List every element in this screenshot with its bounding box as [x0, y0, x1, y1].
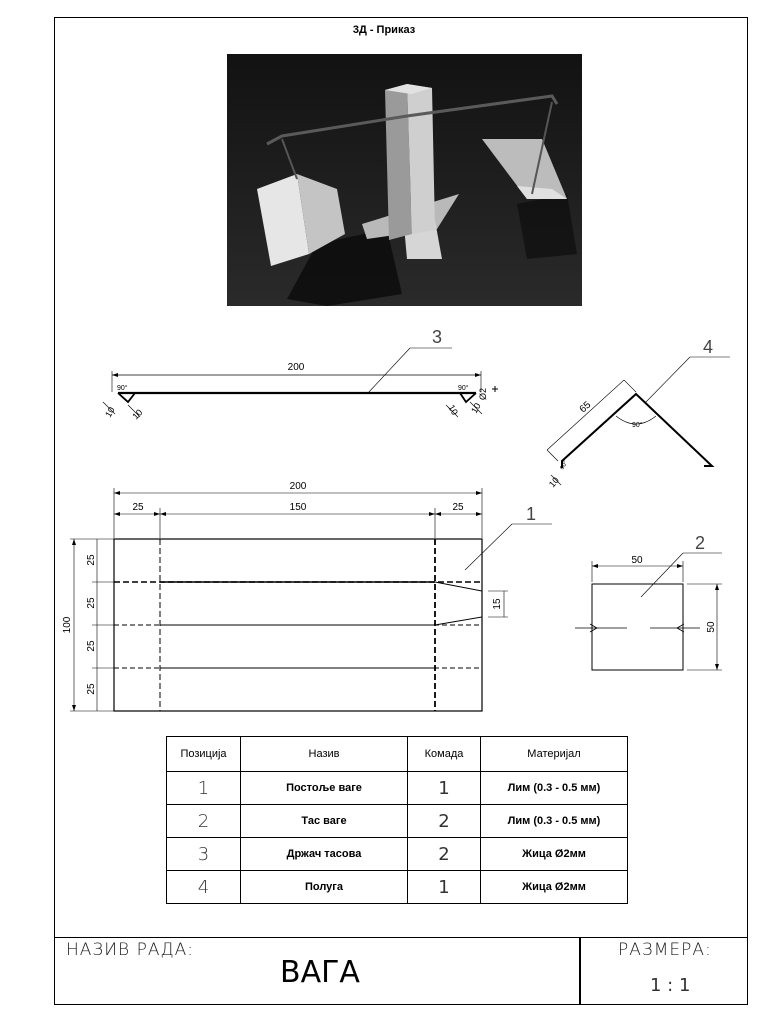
holder-position-number: 4 [703, 337, 714, 357]
cell-name: Држач тасова [241, 838, 408, 871]
cell-name: Полуга [241, 871, 408, 904]
page-title: 3Д - Приказ [352, 24, 416, 36]
cell-position: 4 [167, 871, 241, 904]
lever-leg-dim-left2: 10 [130, 407, 145, 422]
cell-material: Лим (0.3 - 0.5 мм) [481, 772, 628, 805]
parts-table [166, 736, 628, 904]
lever-angle-right: 90° [458, 385, 469, 392]
title-block-divider [579, 937, 581, 1005]
stand-row3-dim: 25 [86, 640, 97, 652]
lever-angle-left: 90° [117, 385, 128, 392]
stand-left-dim: 25 [132, 502, 144, 513]
lever-length-dim: 200 [287, 362, 305, 373]
lever-leg-dim-right: 10 [446, 403, 460, 417]
stand-width-dim: 200 [289, 481, 307, 492]
header-position: Позиција [167, 737, 241, 772]
cell-quantity: 2 [408, 805, 481, 838]
cell-quantity: 2 [408, 838, 481, 871]
stand-middle-dim: 150 [289, 502, 307, 513]
stand-row1-dim: 25 [86, 554, 97, 566]
table-header-row [167, 737, 628, 772]
work-name-label: НАЗИВ РАДА: [66, 940, 195, 960]
lever-leg-dim-right2: 10 [469, 401, 483, 415]
holder-leg-dim: 10 [546, 475, 561, 490]
holder-side-dim: 65 [577, 399, 594, 416]
lever-wire-dim: Ø2 [478, 387, 488, 400]
header-name: Назив [241, 737, 408, 772]
cell-position: 2 [167, 805, 241, 838]
scale-value: 1 : 1 [650, 975, 691, 996]
header-quantity: Комада [408, 737, 481, 772]
cell-quantity: 1 [408, 871, 481, 904]
table-row [167, 805, 628, 838]
pan-position-number: 2 [695, 533, 706, 553]
cell-material: Жица Ø2мм [481, 838, 628, 871]
cell-position: 3 [167, 838, 241, 871]
table-row [167, 871, 628, 904]
stand-row4-dim: 25 [86, 683, 97, 695]
stand-tab-dim: 15 [492, 598, 503, 610]
scale-label: РАЗМЕРА: [618, 940, 712, 960]
cell-material: Жица Ø2мм [481, 871, 628, 904]
table-row [167, 838, 628, 871]
holder-angle: 90° [632, 422, 643, 429]
work-name: ВАГА [280, 955, 360, 990]
cell-quantity: 1 [408, 772, 481, 805]
stand-position-number: 1 [526, 504, 537, 524]
lever-position-number: 3 [432, 327, 443, 347]
cell-material: Лим (0.3 - 0.5 мм) [481, 805, 628, 838]
lever-leg-dim-left: 10 [103, 405, 117, 419]
stand-row2-dim: 25 [86, 597, 97, 609]
pan-width-dim: 50 [631, 555, 643, 566]
cell-position: 1 [167, 772, 241, 805]
stand-height-dim: 100 [62, 616, 73, 634]
table-row [167, 772, 628, 805]
cell-name: Постоље ваге [241, 772, 408, 805]
cell-name: Тас ваге [241, 805, 408, 838]
holder-angle-small: 90° [559, 460, 570, 471]
header-material: Материјал [481, 737, 628, 772]
stand-right-dim: 25 [452, 502, 464, 513]
pan-height-dim: 50 [706, 621, 717, 633]
